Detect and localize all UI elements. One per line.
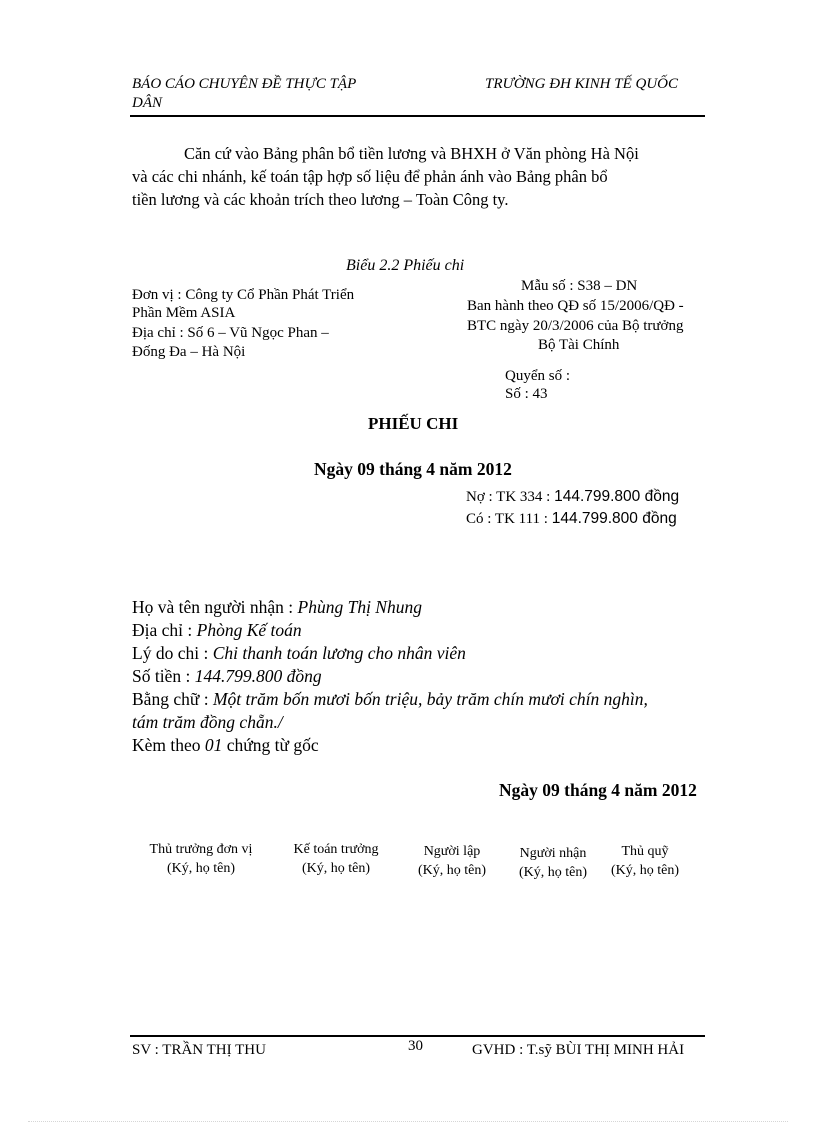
signature-preparer [409, 842, 495, 880]
form-ref-line3: BTC ngày 20/3/2006 của Bộ trưởng [467, 318, 684, 334]
form-ref-line4: Bộ Tài Chính [538, 337, 620, 353]
signature-note: (Ký, họ tên) [166, 861, 236, 876]
signature-title: Thủ quỹ [621, 844, 669, 859]
credit-line [466, 510, 677, 528]
credit-amount: 144.799.800 đồng [551, 510, 677, 527]
form-ref-line2: Ban hành theo QĐ số 15/2006/QĐ - [467, 298, 684, 314]
amount-value: 144.799.800 đồng [194, 666, 322, 686]
signature-head-of-unit [141, 840, 261, 878]
debit-label: Nợ : TK 334 : [466, 489, 551, 505]
footer-rule [130, 1035, 705, 1037]
recipient-row [132, 597, 422, 618]
unit-line2: Phần Mềm ASIA [132, 305, 236, 321]
address-row [132, 620, 302, 641]
signature-note: (Ký, họ tên) [417, 863, 487, 878]
signature-note: (Ký, họ tên) [610, 863, 680, 878]
voucher-date: Ngày 09 tháng 4 năm 2012 [314, 459, 512, 479]
signature-title: Thủ trưởng đơn vị [149, 842, 253, 857]
amount-label: Số tiền : [132, 666, 195, 686]
words-line2: tám trăm đồng chẵn./ [132, 712, 283, 732]
unit-line1: Đơn vị : Công ty Cổ Phần Phát Triển [132, 287, 355, 303]
words-line1: Một trăm bốn mươi bốn triệu, bảy trăm chín mươi chín nghìn, [212, 689, 648, 709]
address-value: Phòng Kế toán [196, 620, 302, 640]
signature-note: (Ký, họ tên) [301, 861, 371, 876]
amount-row [132, 666, 322, 687]
footer-advisor: GVHD : T.sỹ BÙI THỊ MINH HẢI [472, 1042, 685, 1058]
sign-date: Ngày 09 tháng 4 năm 2012 [499, 780, 697, 800]
intro-line2: và các chi nhánh, kế toán tập hợp số liệu để phản ánh vào Bảng phân bổ [132, 167, 608, 186]
debit-amount: 144.799.800 đồng [554, 488, 680, 505]
debit-line [466, 488, 679, 506]
attachment-suffix: chứng từ gốc [222, 735, 319, 755]
attachment-count: 01 [204, 735, 223, 755]
intro-line1: Căn cứ vào Bảng phân bổ tiền lương và BHXH ở Văn phòng Hà Nội [184, 144, 639, 163]
credit-label: Có : TK 111 : [466, 511, 548, 527]
attachment-row [132, 735, 319, 756]
unit-line3: Địa chỉ : Số 6 – Vũ Ngọc Phan – [132, 325, 329, 341]
intro-line3: tiền lương và các khoản trích theo lương – Toàn Công ty. [132, 190, 509, 209]
figure-caption: Biểu 2.2 Phiếu chi [346, 257, 465, 274]
page-bottom-border [28, 1121, 788, 1122]
footer-student: SV : TRẦN THỊ THU [132, 1042, 266, 1058]
reason-label: Lý do chi : [132, 643, 213, 663]
words-label: Bằng chữ : [132, 689, 213, 709]
signature-note: (Ký, họ tên) [518, 865, 588, 880]
signature-title: Người nhận [519, 846, 587, 861]
header-left-line2: DÂN [132, 95, 162, 111]
reason-value: Chi thanh toán lương cho nhân viên [212, 643, 466, 663]
book-number: Quyển số : [505, 368, 570, 384]
header-left-line1: BÁO CÁO CHUYÊN ĐỀ THỰC TẬP [132, 76, 357, 92]
signature-title: Người lập [423, 844, 481, 859]
form-ref-line1: Mẫu số : S38 – DN [521, 278, 638, 294]
recipient-name: Phùng Thị Nhung [297, 597, 422, 617]
voucher-number: Số : 43 [505, 386, 548, 402]
address-label: Địa chỉ : [132, 620, 197, 640]
signature-chief-accountant [281, 840, 391, 878]
signature-treasurer [602, 842, 688, 880]
signature-recipient [510, 844, 596, 882]
recipient-label: Họ và tên người nhận : [132, 597, 298, 617]
header-rule [130, 115, 705, 117]
reason-row [132, 643, 466, 664]
words-row [132, 689, 648, 710]
attachment-prefix: Kèm theo [132, 735, 205, 755]
signature-title: Kế toán trưởng [293, 842, 379, 857]
voucher-title: PHIẾU CHI [368, 414, 459, 433]
unit-line4: Đống Đa – Hà Nội [132, 344, 246, 360]
header-right: TRƯỜNG ĐH KINH TẾ QUỐC [485, 76, 678, 92]
footer-page-number: 30 [408, 1038, 423, 1054]
